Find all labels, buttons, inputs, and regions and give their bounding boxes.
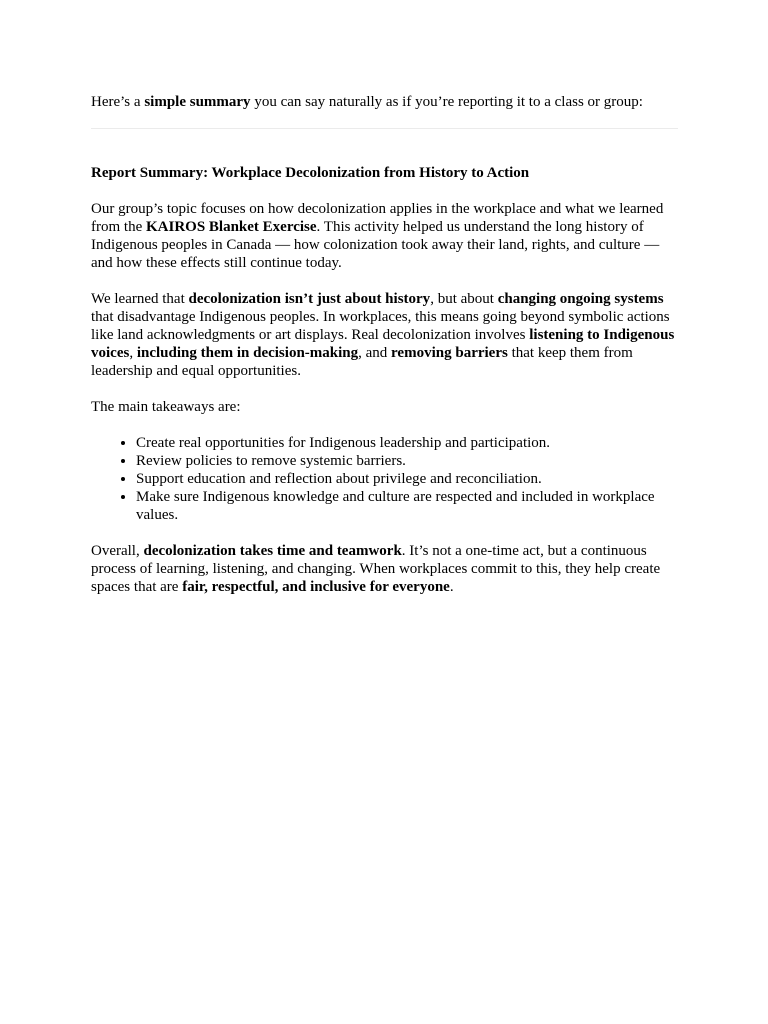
bold-phrase: listening to Indigenous voices <box>91 327 675 361</box>
intro-text: you can say naturally as if you’re reporting it to a class or group: <box>250 94 643 110</box>
intro-bold: simple summary <box>144 94 251 110</box>
divider <box>91 128 678 129</box>
paragraph-text: , <box>129 345 137 361</box>
bold-phrase: including them in decision-making <box>136 345 359 361</box>
paragraph-text: that disadvantage Indigenous peoples. In workplaces, this means going beyond symbolic actions like land acknowledgments or art displays. Real decolonization involves <box>91 309 670 343</box>
paragraph-text: . It’s not a one-time act, but a continuous process of learning, listening, and changing. When workplaces commit to this, they help create spaces that are <box>91 543 661 595</box>
bold-phrase: decolonization takes time and teamwork <box>143 543 402 559</box>
bold-phrase: removing barriers <box>391 345 508 361</box>
list-item: • Review policies to remove systemic barriers. <box>136 452 681 470</box>
takeaways-list <box>91 434 681 524</box>
bold-phrase: decolonization isn’t just about history <box>188 291 431 307</box>
paragraph-text: , but about <box>430 291 498 307</box>
bold-phrase: fair, respectful, and inclusive for everyone <box>182 579 450 595</box>
intro-text: Here’s a <box>91 94 145 110</box>
bold-phrase: KAIROS Blanket Exercise <box>145 219 317 235</box>
paragraph-text: that keep them from leadership and equal opportunities. <box>91 345 633 379</box>
list-item: • Create real opportunities for Indigenous leadership and participation. <box>136 434 681 452</box>
intro-paragraph <box>91 93 681 111</box>
list-item: • Make sure Indigenous knowledge and culture are respected and included in workplace values. <box>136 488 681 524</box>
paragraph-text: , and <box>358 345 392 361</box>
paragraph-text: Overall, <box>91 543 144 559</box>
report-title: Report Summary: Workplace Decolonization from History to Action <box>91 165 530 181</box>
takeaways-intro: The main takeaways are: <box>91 399 241 415</box>
paragraph-topic <box>91 200 681 272</box>
paragraph-text: . This activity helped us understand the long history of Indigenous peoples in Canada — how colonization took away their land, rights, and culture — and how these effects still continue today. <box>91 219 660 271</box>
paragraph-text: We learned that <box>91 291 189 307</box>
document-page <box>91 93 681 614</box>
paragraph-text: Our group’s topic focuses on how decolonization applies in the workplace and what we learned from the <box>91 201 664 235</box>
paragraph-learned <box>91 290 681 380</box>
list-item: • Support education and reflection about privilege and reconciliation. <box>136 470 681 488</box>
bold-phrase: changing ongoing systems <box>497 291 664 307</box>
paragraph-text: . <box>449 579 454 595</box>
paragraph-conclusion <box>91 542 681 596</box>
